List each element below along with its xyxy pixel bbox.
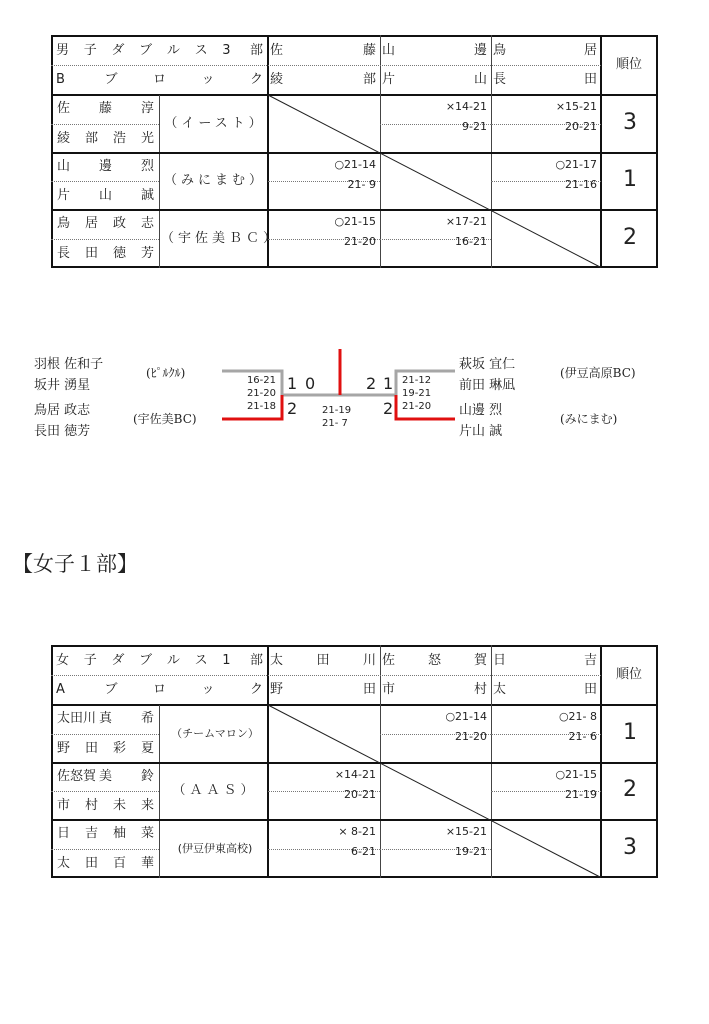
- t2-score-line1: ×15-21: [445, 825, 487, 838]
- t1-score-line2: 16-21: [455, 235, 487, 248]
- bracket-final-score: 21-19: [322, 405, 352, 416]
- t1-col-name-bottom-char: 部: [363, 72, 377, 87]
- t2-col-name-bottom-char: 太: [493, 682, 507, 697]
- t1-team-player2-char: 片: [57, 188, 71, 204]
- t1-score-line1: ×15-21: [555, 100, 597, 113]
- bracket-left-club: (宇佐美BC): [133, 412, 197, 426]
- t2-team-player1-char: 真: [99, 711, 113, 726]
- t2-team-club: （ＡＡＳ）: [172, 783, 258, 799]
- t2-team-player1-char: 佐怒賀: [57, 768, 97, 784]
- t2-team-club: (伊豆伊東高校): [177, 841, 253, 855]
- t2-score-line1: ○21- 8: [558, 710, 597, 723]
- t2-team-rank: 3: [623, 834, 637, 860]
- t2-header-block-char: ク: [250, 682, 264, 697]
- t2-header-title-char: 子: [83, 653, 97, 668]
- t1-team-club: （イースト）: [164, 115, 266, 131]
- bracket-game-count: 2: [366, 374, 377, 393]
- t1-col-name-bottom-char: 田: [584, 72, 598, 87]
- bracket-right-club: (みにまむ): [560, 412, 618, 426]
- t1-team-player1-char: 山: [57, 158, 71, 174]
- t1-header-title-char: 子: [83, 43, 97, 58]
- t2-team-player1-char: 菜: [141, 826, 155, 841]
- t2-score-line2: 21- 6: [568, 730, 597, 743]
- t2-header-block-char: ロ: [153, 682, 167, 697]
- t2-team-player2-char: 田: [85, 855, 99, 871]
- t2-team-rank: 1: [623, 719, 637, 745]
- t1-header-title-char: 部: [250, 43, 264, 58]
- t2-team-player2-char: 夏: [141, 740, 155, 756]
- t1-header-block-char: ク: [250, 72, 264, 87]
- t2-score-line1: ×14-21: [334, 767, 376, 781]
- t2-team-player2-char: 田: [85, 740, 99, 756]
- t1-header-title-char: ル: [166, 43, 180, 58]
- t2-team-player2-char: 太: [57, 855, 71, 871]
- t1-team-player2-char: 部: [85, 130, 99, 146]
- bracket-right-score: 21-20: [402, 401, 432, 412]
- t2-team-player2-char: 市: [57, 798, 71, 814]
- t1-team-rank: 2: [623, 224, 637, 250]
- t2-team-club: （チームマロン）: [171, 726, 259, 740]
- t1-col-name-top-char: 山: [382, 43, 396, 58]
- t2-team-player1-char: 日: [57, 826, 71, 841]
- t2-team-player2-char: 来: [141, 798, 155, 814]
- t2-team-player1-char: 柚: [113, 826, 127, 841]
- t1-col-name-top-char: 佐: [270, 43, 284, 58]
- t1-team-player1-char: 藤: [99, 101, 113, 116]
- bracket-final-score: 21- 7: [322, 418, 348, 429]
- t2-header-block-char: ッ: [201, 682, 215, 697]
- bracket-right-player1: 萩坂 宜仁: [459, 357, 516, 372]
- t1-header-block-char: ッ: [201, 72, 215, 87]
- t1-col-name-bottom-char: 長: [493, 72, 507, 87]
- t1-team-player2-char: 浩: [113, 130, 127, 146]
- bracket-game-count: 2: [287, 399, 298, 418]
- bracket-left-score: 21-18: [246, 401, 276, 412]
- t2-team-rank: 2: [623, 777, 637, 803]
- t1-team-player1-char: 佐: [57, 101, 71, 116]
- t2-score-line2: 21-19: [565, 787, 597, 801]
- t1-team-player2-char: 田: [85, 245, 99, 261]
- t2-col-name-bottom-char: 野: [270, 682, 284, 697]
- t1-col-name-top-char: 居: [584, 43, 598, 58]
- t2-col-name-top-char: 日: [493, 653, 507, 668]
- t2-col-name-top-char: 佐: [382, 653, 396, 668]
- t1-col-name-bottom-char: 綾: [270, 72, 284, 87]
- t2-header-title-char: 女: [56, 653, 70, 668]
- t1-header-block-char: ブ: [104, 72, 118, 87]
- t1-team-club: （みにまむ）: [163, 173, 266, 189]
- t2-score-line1: ○21-14: [445, 710, 487, 723]
- t1-team-player1-char: 淳: [141, 101, 155, 116]
- t1-score-line1: ×14-21: [445, 100, 487, 113]
- t2-col-name-top-char: 田: [316, 653, 330, 668]
- t1-score-line2: 21-16: [565, 177, 597, 191]
- t2-team-player2-char: 村: [85, 798, 99, 814]
- t2-team-player1-char: 太田川: [57, 711, 97, 726]
- bracket-right-club: (伊豆高原BC): [560, 366, 636, 380]
- t2-col-name-bottom-char: 田: [363, 682, 377, 697]
- section-heading-women-1: 【女子１部】: [12, 552, 138, 576]
- t1-team-player2-char: 光: [141, 130, 155, 146]
- t1-team-rank: 1: [623, 167, 637, 193]
- t2-col-name-top-char: 吉: [584, 653, 598, 668]
- t1-team-player2-char: 長: [57, 245, 71, 261]
- t2-col-name-top-char: 賀: [474, 653, 488, 668]
- t1-score-line1: ○21-14: [334, 157, 376, 171]
- bracket-game-count: 2: [383, 399, 394, 418]
- t1-team-player2-char: 綾: [57, 130, 71, 146]
- t1-score-line2: 20-21: [565, 120, 597, 133]
- t2-header-title-char: ブ: [139, 653, 153, 668]
- t2-team-player2-char: 彩: [113, 740, 127, 756]
- t2-header-block-char: ブ: [104, 682, 118, 697]
- t2-score-line2: 21-20: [455, 730, 487, 743]
- t1-team-player1-char: 鳥: [57, 216, 71, 231]
- t2-team-player2-char: 華: [141, 855, 155, 871]
- t2-rank-header: 順位: [616, 667, 643, 682]
- t2-score-line2: 6-21: [351, 845, 376, 858]
- bracket-left-club: (ﾋﾟﾙｸﾙ): [146, 366, 186, 380]
- t1-rank-header: 順位: [616, 57, 643, 72]
- bracket-game-count: 1: [383, 374, 394, 393]
- bracket-right-player1: 山邊 烈: [459, 403, 503, 418]
- t1-team-player2-char: 山: [99, 188, 113, 204]
- t1-team-player2-char: 誠: [141, 188, 155, 204]
- t2-col-name-top-char: 川: [363, 653, 377, 668]
- t2-col-name-top-char: 太: [270, 653, 284, 668]
- t1-header-title-char: 3: [222, 43, 231, 58]
- bracket-left-player1: 鳥居 政志: [34, 403, 91, 418]
- bracket-game-count: 1: [287, 374, 298, 393]
- t1-team-player1-char: 烈: [141, 158, 155, 174]
- t2-team-player1-char: 希: [141, 711, 155, 726]
- t1-score-line1: ×17-21: [445, 215, 487, 228]
- bracket-game-count: 0: [305, 374, 316, 393]
- t1-col-name-top-char: 藤: [363, 43, 377, 58]
- t2-team-player2-char: 野: [57, 740, 71, 756]
- t2-team-player1-char: 鈴: [141, 768, 155, 784]
- t1-header-title-char: ス: [194, 43, 208, 58]
- t1-team-player2-char: 徳: [113, 245, 127, 261]
- t1-header-block-char: B: [56, 72, 65, 87]
- t1-team-club: （宇佐美ＢＣ）: [161, 230, 281, 246]
- t2-score-line2: 20-21: [344, 787, 376, 801]
- t2-score-line1: ○21-15: [555, 767, 597, 781]
- t2-col-name-bottom-char: 村: [474, 682, 488, 697]
- t1-score-line2: 21- 9: [347, 177, 376, 191]
- bracket-right-player2: 前田 琳凪: [459, 378, 516, 393]
- bracket-left-player1: 羽根 佐和子: [34, 357, 104, 372]
- t1-col-name-top-char: 鳥: [493, 43, 507, 58]
- t1-score-line2: 9-21: [462, 120, 487, 133]
- t2-header-title-char: ダ: [111, 653, 125, 668]
- t2-header-title-char: 1: [222, 653, 231, 668]
- t1-header-title-char: ダ: [111, 43, 125, 58]
- bracket-left-score: 21-20: [246, 388, 276, 399]
- bracket-right-player2: 片山 誠: [459, 424, 503, 439]
- t2-score-line2: 19-21: [455, 845, 487, 858]
- t2-diagonal-line: [268, 705, 601, 878]
- t1-team-player1-char: 居: [85, 216, 99, 231]
- t2-col-name-top-char: 怒: [428, 653, 442, 668]
- bracket-left-player2: 坂井 湧星: [34, 378, 91, 393]
- t1-score-line1: ○21-17: [555, 157, 597, 171]
- t1-team-rank: 3: [623, 109, 637, 135]
- t1-team-player2-char: 芳: [141, 245, 155, 261]
- bracket-right-score: 21-12: [402, 375, 432, 386]
- t1-col-name-bottom-char: 片: [382, 72, 396, 87]
- t2-team-player1-char: 吉: [85, 826, 99, 841]
- t2-col-name-bottom-char: 市: [382, 682, 396, 697]
- t1-header-title-char: 男: [56, 43, 70, 58]
- t1-header-title-char: ブ: [139, 43, 153, 58]
- t1-score-line1: ○21-15: [334, 215, 376, 228]
- t2-col-name-bottom-char: 田: [584, 682, 598, 697]
- t1-team-player1-char: 志: [141, 216, 155, 231]
- t2-header-title-char: ス: [194, 653, 208, 668]
- t1-header-block-char: ロ: [153, 72, 167, 87]
- t2-team-player1-char: 美: [99, 768, 113, 784]
- bracket-right-score: 19-21: [402, 388, 432, 399]
- t2-header-title-char: 部: [250, 653, 264, 668]
- t1-col-name-bottom-char: 山: [474, 72, 488, 87]
- t2-team-player2-char: 未: [113, 798, 127, 814]
- t1-team-player1-char: 邊: [99, 158, 113, 174]
- bracket-left-player2: 長田 徳芳: [34, 424, 91, 439]
- t1-score-line2: 21-20: [344, 235, 376, 248]
- t1-team-player1-char: 政: [113, 216, 127, 231]
- t2-header-title-char: ル: [166, 653, 180, 668]
- t2-team-player2-char: 百: [113, 855, 127, 871]
- t2-score-line1: × 8-21: [338, 825, 376, 838]
- t2-header-block-char: A: [56, 682, 65, 697]
- bracket-left-score: 16-21: [246, 375, 276, 386]
- t1-col-name-top-char: 邊: [474, 43, 488, 58]
